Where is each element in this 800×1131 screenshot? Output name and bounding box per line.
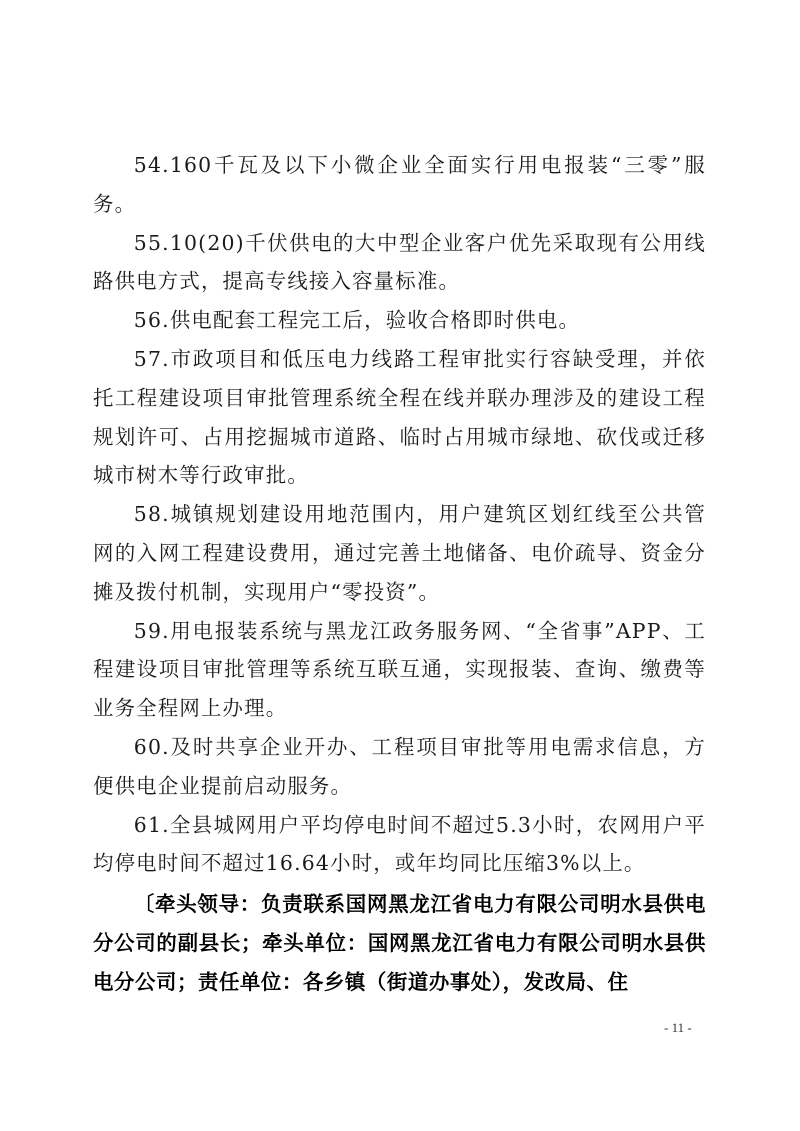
paragraph-55: 55.10(20)千伏供电的大中型企业客户优先采取现有公用线路供电方式，提高专线接入容量标准。: [93, 230, 706, 294]
page-number: - 11 -: [664, 1020, 692, 1035]
paragraph-57: 57.市政项目和低压电力线路工程审批实行容缺受理，并依托工程建设项目审批管理系统全程在线并联办理涉及的建设工程规划许可、占用挖掘城市道路、临时占用城市绿地、砍伐或迁移城市树木等行政审批。: [93, 346, 706, 488]
paragraph-61: 61.全县城网用户平均停电时间不超过5.3小时，农网用户平均停电时间不超过16.64小时，或年均同比压缩3%以上。: [93, 812, 706, 876]
paragraph-60: 60.及时共享企业开办、工程项目审批等用电需求信息，方便供电企业提前启动服务。: [93, 734, 706, 798]
paragraph-59: 59.用电报装系统与黑龙江政务服务网、“全省事”APP、工程建设项目审批管理等系统互联互通，实现报装、查询、缴费等业务全程网上办理。: [93, 618, 706, 721]
responsibility-note: 〔牵头领导：负责联系国网黑龙江省电力有限公司明水县供电分公司的副县长；牵头单位：国网黑龙江省电力有限公司明水县供电分公司；责任单位：各乡镇（街道办事处），发改局、住: [93, 892, 706, 994]
paragraph-58: 58.城镇规划建设用地范围内，用户建筑区划红线至公共管网的入网工程建设费用，通过完善土地储备、电价疏导、资金分摊及拨付机制，实现用户“零投资”。: [93, 502, 706, 604]
paragraph-54: 54.160千瓦及以下小微企业全面实行用电报装“三零”服务。: [93, 153, 706, 216]
document-body: [93, 146, 706, 1002]
paragraph-56: 56.供电配套工程完工后，验收合格即时供电。: [133, 308, 581, 333]
